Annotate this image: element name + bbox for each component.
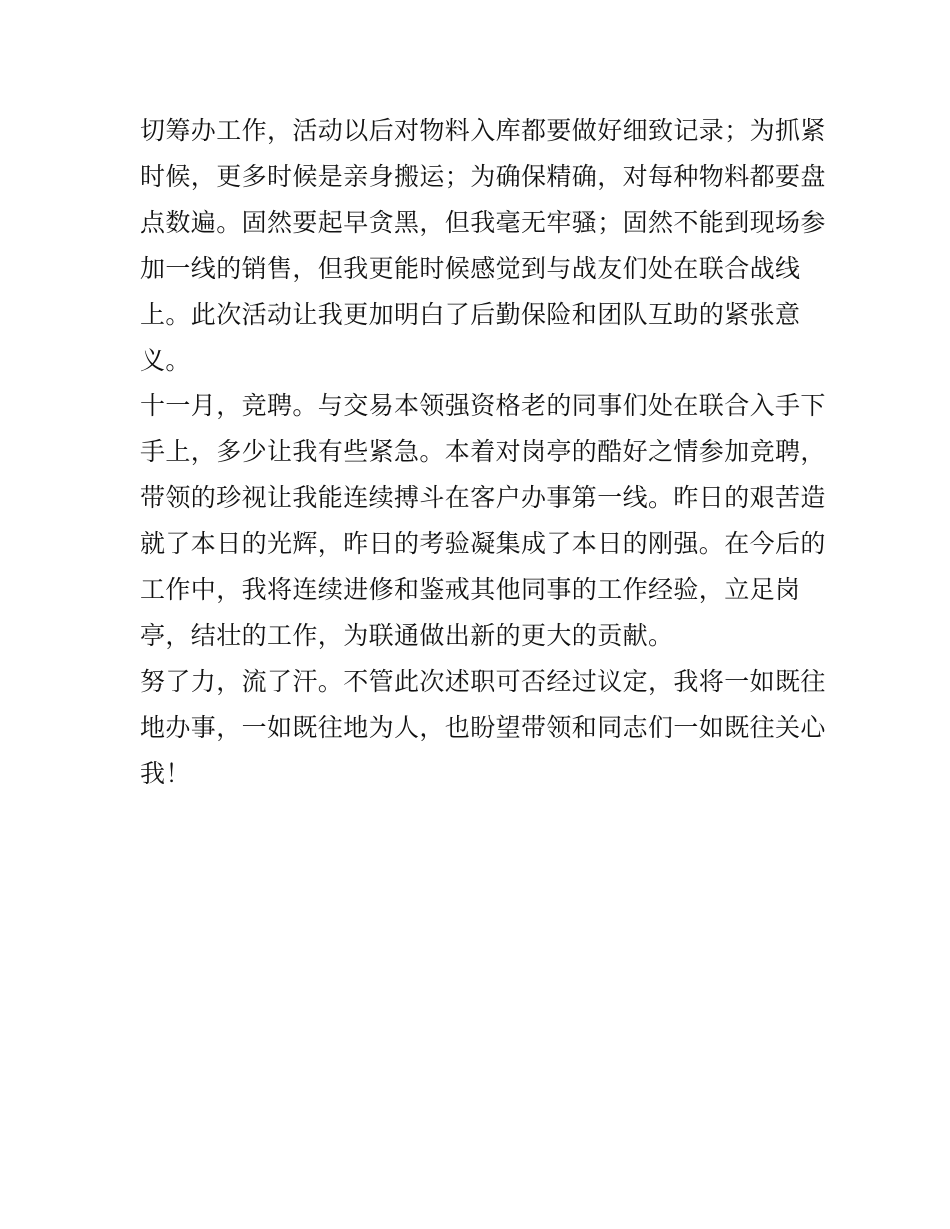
text-line: 就了本日的光辉，昨日的考验凝集成了本日的刚强。在今后的 [140, 529, 826, 559]
text-line: 我！ [140, 758, 191, 788]
text-line: 工作中，我将连续进修和鉴戒其他同事的工作经验，立足岗 [140, 575, 801, 605]
text-line: 地办事，一如既往地为人，也盼望带领和同志们一如既往关心 [140, 712, 826, 742]
text-line: 点数遍。固然要起早贪黑，但我毫无牢骚；固然不能到现场参 [140, 207, 826, 237]
text-line: 十一月，竞聘。与交易本领强资格老的同事们处在联合入手下 [140, 391, 826, 421]
text-line: 带领的珍视让我能连续搏斗在客户办事第一线。昨日的艰苦造 [140, 483, 826, 513]
text-line: 切筹办工作，活动以后对物料入库都要做好细致记录；为抓紧 [140, 116, 826, 145]
text-line: 亭，结壮的工作，为联通做出新的更大的贡献。 [140, 620, 674, 650]
text-line: 上。此次活动让我更加明白了后勤保险和团队互助的紧张意 [140, 299, 801, 329]
text-line: 加一线的销售，但我更能时候感觉到与战友们处在联合战线 [140, 253, 801, 283]
text-line: 手上，多少让我有些紧急。本着对岗亭的酷好之情参加竞聘， [140, 437, 826, 467]
text-line: 义。 [140, 345, 191, 375]
document-body [140, 108, 826, 797]
text-line: 努了力，流了汗。不管此次述职可否经过议定，我将一如既往 [140, 666, 826, 696]
text-line: 时候，更多时候是亲身搬运；为确保精确，对每种物料都要盘 [140, 161, 826, 191]
